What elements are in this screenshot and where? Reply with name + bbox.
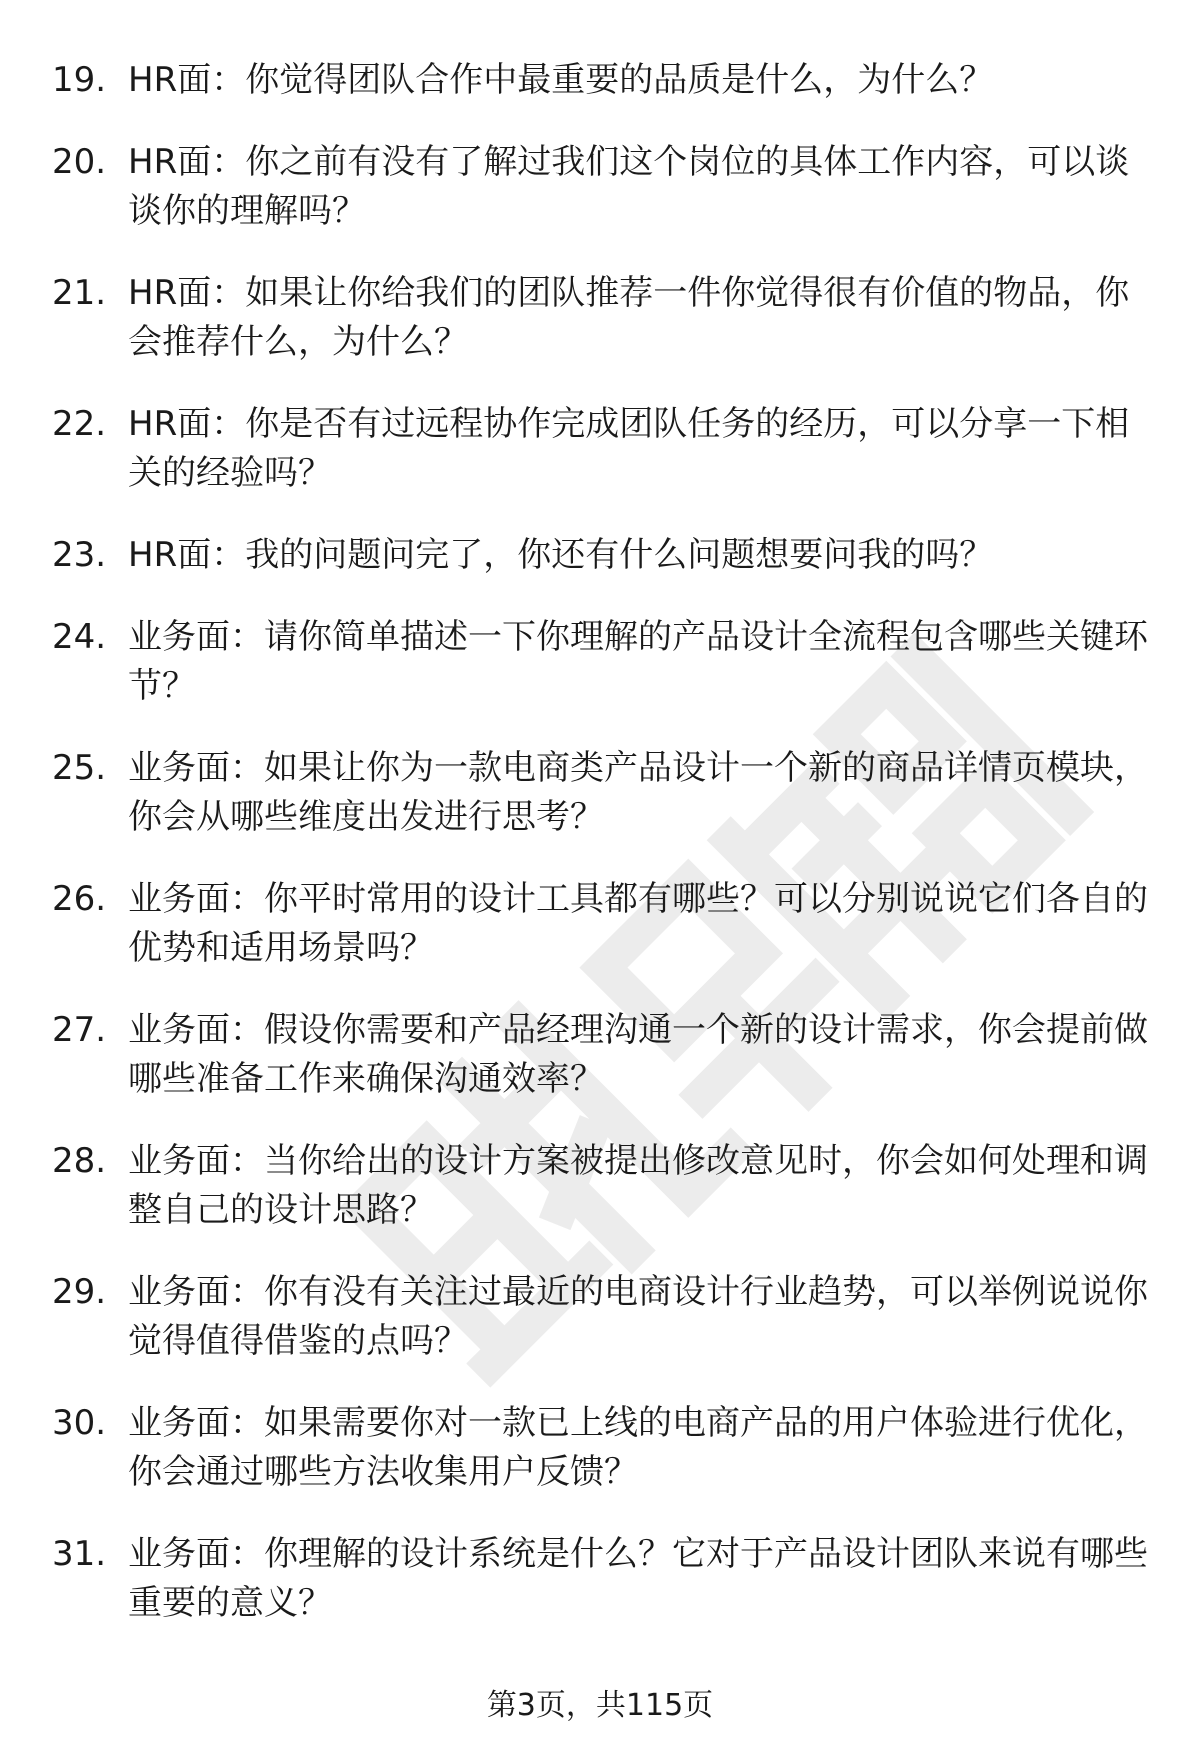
question-item-30 (52, 1399, 1162, 1497)
page-footer: 第3页，共115页 (486, 1688, 714, 1723)
question-text: 业务面：请你简单描述一下你理解的产品设计全流程包含哪些关键环节？ (128, 617, 1148, 706)
question-number: 31. (52, 1534, 107, 1574)
question-item-22 (52, 400, 1162, 498)
question-number: 20. (52, 142, 107, 182)
question-number: 26. (52, 879, 107, 919)
question-text: 业务面：你理解的设计系统是什么？它对于产品设计团队来说有哪些重要的意义？ (128, 1534, 1148, 1623)
question-text: 业务面：你有没有关注过最近的电商设计行业趋势，可以举例说说你觉得值得借鉴的点吗？ (128, 1272, 1148, 1361)
question-number: 24. (52, 617, 107, 657)
question-item-31 (52, 1530, 1162, 1628)
question-text: HR面：我的问题问完了，你还有什么问题想要问我的吗？ (128, 535, 994, 575)
question-item-24 (52, 613, 1162, 711)
question-item-23 (52, 531, 1162, 580)
question-item-28 (52, 1137, 1162, 1235)
question-number: 27. (52, 1010, 107, 1050)
question-text: HR面：你之前有没有了解过我们这个岗位的具体工作内容，可以谈谈你的理解吗？ (128, 142, 1130, 231)
question-text: 业务面：如果让你为一款电商类产品设计一个新的商品详情页模块，你会从哪些维度出发进行思考？ (128, 748, 1148, 837)
question-item-29 (52, 1268, 1162, 1366)
question-number: 29. (52, 1272, 107, 1312)
question-item-21 (52, 269, 1162, 367)
question-item-19 (52, 56, 1162, 105)
question-item-26 (52, 875, 1162, 973)
question-item-25 (52, 744, 1162, 842)
question-text: 业务面：如果需要你对一款已上线的电商产品的用户体验进行优化，你会通过哪些方法收集用户反馈？ (128, 1403, 1148, 1492)
question-number: 21. (52, 273, 107, 313)
question-number: 30. (52, 1403, 107, 1443)
question-text: 业务面：你平时常用的设计工具都有哪些？可以分别说说它们各自的优势和适用场景吗？ (128, 879, 1148, 968)
question-text: 业务面：当你给出的设计方案被提出修改意见时，你会如何处理和调整自己的设计思路？ (128, 1141, 1148, 1230)
question-number: 23. (52, 535, 107, 575)
question-list (52, 56, 1162, 1661)
question-text: HR面：如果让你给我们的团队推荐一件你觉得很有价值的物品，你会推荐什么，为什么？ (128, 273, 1130, 362)
question-text: HR面：你觉得团队合作中最重要的品质是什么，为什么？ (128, 60, 994, 100)
question-text: 业务面：假设你需要和产品经理沟通一个新的设计需求，你会提前做哪些准备工作来确保沟通效率？ (128, 1010, 1148, 1099)
question-number: 19. (52, 60, 107, 100)
question-number: 28. (52, 1141, 107, 1181)
question-item-20 (52, 138, 1162, 236)
question-number: 22. (52, 404, 107, 444)
question-text: HR面：你是否有过远程协作完成团队任务的经历，可以分享一下相关的经验吗？ (128, 404, 1130, 493)
question-number: 25. (52, 748, 107, 788)
question-item-27 (52, 1006, 1162, 1104)
